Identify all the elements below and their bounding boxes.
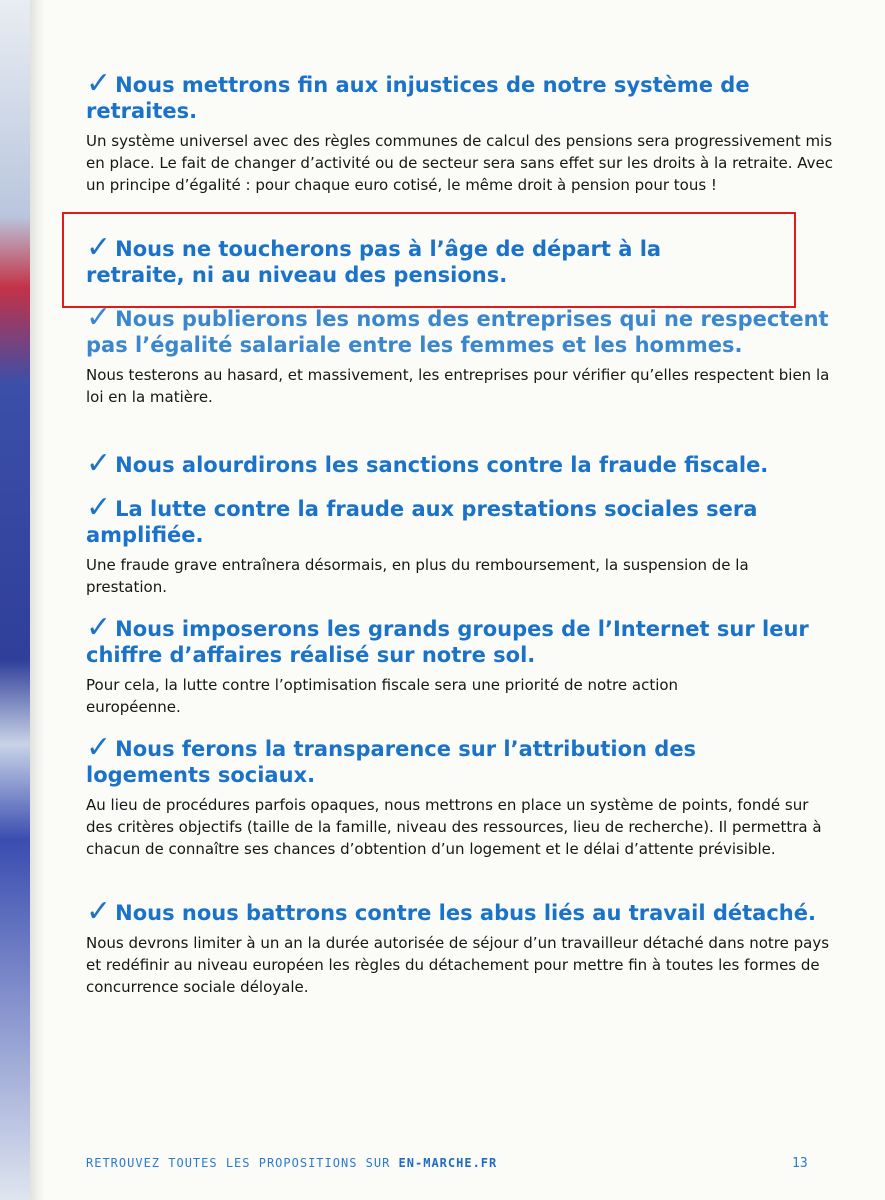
footer bbox=[86, 1156, 497, 1170]
section-fraude-fiscale bbox=[86, 446, 836, 484]
section-heading: ✓ Nous ferons la transparence sur l’attribution des logements sociaux. bbox=[86, 730, 697, 787]
checkmark-icon: ✓ bbox=[86, 66, 112, 101]
section-groupes-internet bbox=[86, 610, 836, 728]
section-heading: ✓ La lutte contre la fraude aux prestations sociales sera amplifiée. bbox=[86, 490, 758, 547]
checkmark-icon: ✓ bbox=[86, 230, 112, 265]
section-body: Nous testerons au hasard, et massivement, les entreprises pour vérifier qu’elles respectent bien la loi en la matière. bbox=[86, 366, 830, 406]
section-heading: ✓ Nous publierons les noms des entreprises qui ne respectent pas l’égalité salariale entre les femmes et les hommes. bbox=[86, 300, 829, 357]
section-fraude-prestations bbox=[86, 490, 836, 608]
section-travail-detache bbox=[86, 894, 836, 1008]
checkmark-icon: ✓ bbox=[86, 894, 112, 929]
page-fold-shadow bbox=[30, 0, 44, 1200]
section-heading: ✓ Nous imposerons les grands groupes de l’Internet sur leur chiffre d’affaires réalisé sur notre sol. bbox=[86, 610, 809, 667]
brochure-cover-edge bbox=[0, 0, 30, 1200]
checkmark-icon: ✓ bbox=[86, 730, 112, 765]
section-retraites-injustices bbox=[86, 66, 836, 206]
page-number: 13 bbox=[792, 1156, 808, 1171]
section-heading: ✓ Nous mettrons fin aux injustices de notre système de retraites. bbox=[86, 66, 750, 123]
footer-site-link[interactable]: EN-MARCHE.FR bbox=[398, 1156, 498, 1170]
checkmark-icon: ✓ bbox=[86, 446, 112, 481]
section-body: Pour cela, la lutte contre l’optimisation fiscale sera une priorité de notre action européenne. bbox=[86, 676, 679, 716]
checkmark-icon: ✓ bbox=[86, 490, 112, 525]
section-body: Nous devrons limiter à un an la durée autorisée de séjour d’un travailleur détaché dans notre pays et redéfinir au niveau européen les règles du détachement pour mettre fin à toutes les formes de concurrence sociale déloyale. bbox=[86, 934, 830, 996]
section-heading: ✓ Nous ne toucherons pas à l’âge de départ à la retraite, ni au niveau des pensions. bbox=[86, 230, 662, 287]
section-egalite-salariale bbox=[86, 300, 836, 418]
section-heading: ✓ Nous alourdirons les sanctions contre la fraude fiscale. bbox=[86, 446, 769, 481]
section-heading: ✓ Nous nous battrons contre les abus liés au travail détaché. bbox=[86, 894, 816, 929]
section-body: Un système universel avec des règles communes de calcul des pensions sera progressivement mis en place. Le fait de changer d’activité ou de secteur sera sans effet sur les droits à la retraite. Avec un principe d’égalité : pour chaque euro cotisé, le même droit à pension pour tous ! bbox=[86, 132, 833, 194]
highlight-box bbox=[62, 212, 796, 308]
section-logements-sociaux bbox=[86, 730, 836, 870]
section-body: Une fraude grave entraînera désormais, en plus du remboursement, la suspension de la prestation. bbox=[86, 556, 749, 596]
section-body: Au lieu de procédures parfois opaques, nous mettrons en place un système de points, fondé sur des critères objectifs (taille de la famille, niveau des ressources, lieu de recherche). Il permettra à chacun de connaître ses chances d’obtention d’un logement et le délai d’attente prévisible. bbox=[86, 796, 822, 858]
checkmark-icon: ✓ bbox=[86, 610, 112, 645]
checkmark-icon: ✓ bbox=[86, 300, 112, 335]
footer-prefix: RETROUVEZ TOUTES LES PROPOSITIONS SUR bbox=[86, 1156, 399, 1170]
